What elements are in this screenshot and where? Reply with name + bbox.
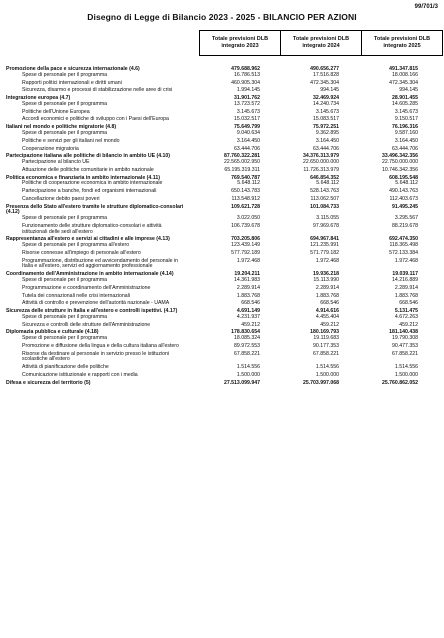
page-code: 99/701/3 xyxy=(414,4,438,10)
value-2023: 1.514.556 xyxy=(236,364,260,371)
mission-total-row xyxy=(0,381,444,387)
column-header-2023: Totale previsioni DLB integrato 2023 xyxy=(211,36,269,49)
action-row xyxy=(0,117,444,123)
value-2023: 769.540.787 xyxy=(231,174,260,181)
value-2025: 91.495.245 xyxy=(392,203,418,210)
row-label: Spese di personale per il programma xyxy=(22,335,108,342)
row-label: Sicurezza delle strutture in Italia e all'estero e controlli ispettivi. (4.17) xyxy=(6,308,178,315)
action-row xyxy=(0,139,444,145)
value-2025: 10.746.342.356 xyxy=(381,166,418,173)
row-label: Diplomazia pubblica e culturale (4.18) xyxy=(6,329,99,336)
value-2023: 18.085.324 xyxy=(234,335,260,342)
row-label: Politica economica e finanziaria in ambito internazionale (4.11) xyxy=(6,174,160,181)
row-label: Attività di controllo e prevenzione dell'autorità nazionale - UAMA xyxy=(22,300,170,307)
row-label: Spese di personale per il programma all'estero xyxy=(22,242,130,249)
row-label: Sicurezza e controlli delle strutture dell'Amministrazione xyxy=(22,321,151,328)
row-label: Partecipazione a banche, fondi ed organismi internazionali xyxy=(22,188,157,195)
action-row xyxy=(0,131,444,137)
row-label: Spese di personale per il programma xyxy=(22,71,108,78)
value-2025: 4.672.263 xyxy=(394,313,418,320)
value-2023: 5.648.112 xyxy=(237,180,260,187)
value-2023: 14.361.983 xyxy=(234,276,260,283)
row-label: Programmazione e coordinamento dell'Amministrazione xyxy=(22,284,151,291)
row-label: Risorse da destinare al personale in servizio presso le istituzioni scolastiche all'estero xyxy=(22,350,170,363)
row-label: Spese di personale per il programma xyxy=(22,100,108,107)
value-2023: 15.032.517 xyxy=(234,116,260,123)
value-2024: 121.235.991 xyxy=(310,242,339,249)
value-2024: 490.656.277 xyxy=(310,66,339,73)
row-label: Sicurezza, disarmo e processi di stabilizzazione nelle aree di crisi xyxy=(22,87,173,94)
value-2024: 1.972.468 xyxy=(315,257,339,264)
value-2024: 97.969.678 xyxy=(313,222,339,229)
value-2024: 14.240.734 xyxy=(313,100,339,107)
value-2023: 4.231.937 xyxy=(236,313,260,320)
value-2023: 3.022.050 xyxy=(236,215,260,222)
value-2024: 694.967.841 xyxy=(310,236,339,243)
value-2025: 14.216.889 xyxy=(392,276,418,283)
value-2025: 67.858.221 xyxy=(392,350,418,357)
value-2023: 479.688.962 xyxy=(231,66,260,73)
action-row xyxy=(0,73,444,79)
value-2025: 459.212 xyxy=(399,321,418,328)
value-2023: 106.739.678 xyxy=(231,222,260,229)
value-2023: 459.212 xyxy=(241,321,260,328)
value-2024: 19.936.218 xyxy=(313,271,339,278)
action-row xyxy=(0,352,444,363)
action-row xyxy=(0,323,444,329)
value-2023: 3.145.673 xyxy=(236,108,260,115)
row-label: Partecipazione italiana alle politiche di bilancio in ambito UE (4.10) xyxy=(6,153,171,160)
action-row xyxy=(0,102,444,108)
row-label: Comunicazione istituzionale e rapporti con i media xyxy=(22,372,138,379)
action-row xyxy=(0,315,444,321)
value-2025: 5.131.475 xyxy=(394,308,418,315)
value-2025: 14.605.285 xyxy=(392,100,418,107)
row-label: Cancellazione debito paesi poveri xyxy=(22,195,100,202)
action-row xyxy=(0,301,444,307)
value-2023: 123.439.149 xyxy=(231,242,260,249)
action-row xyxy=(0,243,444,249)
value-2023: 75.649.799 xyxy=(234,124,260,131)
value-2025: 118.365.498 xyxy=(389,242,418,249)
value-2025: 90.477.353 xyxy=(392,342,418,349)
value-2025: 76.196.316 xyxy=(392,124,418,131)
row-label: Rappresentanza all'estero e servizi ai cittadini e alle imprese (4.13) xyxy=(6,236,170,243)
value-2025: 3.295.567 xyxy=(394,215,418,222)
value-2024: 3.164.450 xyxy=(315,137,339,144)
value-2025: 1.972.468 xyxy=(394,257,418,264)
value-2023: 650.143.783 xyxy=(231,188,260,195)
row-label: Politiche di cooperazione economica in ambito internazionale xyxy=(22,180,163,187)
value-2023: 703.205.806 xyxy=(231,236,260,243)
action-row xyxy=(0,110,444,116)
value-2024: 528.143.763 xyxy=(310,188,339,195)
action-row xyxy=(0,160,444,166)
value-2024: 1.514.556 xyxy=(315,364,339,371)
action-row xyxy=(0,259,444,270)
table-header xyxy=(199,30,443,56)
row-label: Spese di personale per il programma xyxy=(22,313,108,320)
action-row xyxy=(0,197,444,203)
value-2024: 113.062.507 xyxy=(310,195,339,202)
action-row xyxy=(0,278,444,284)
value-2024: 32.469.924 xyxy=(313,95,339,102)
value-2024: 75.972.251 xyxy=(313,124,339,131)
value-2025: 1.500.000 xyxy=(394,372,418,379)
value-2024: 180.169.793 xyxy=(310,329,339,336)
row-label: Cooperazione migratoria xyxy=(22,145,79,152)
value-2023: 87.760.322.281 xyxy=(223,153,260,160)
row-label: Spese di personale per il programma xyxy=(22,215,108,222)
value-2025: 3.145.673 xyxy=(394,108,418,115)
value-2025: 491.347.815 xyxy=(389,66,418,73)
row-label: Coordinamento dell'Amministrazione in ambito internazionale (4.14) xyxy=(6,271,174,278)
value-2025: 3.164.450 xyxy=(394,137,418,144)
action-row xyxy=(0,344,444,350)
row-label: Difesa e sicurezza del territorio (5) xyxy=(6,380,91,387)
value-2024: 4.455.404 xyxy=(315,313,339,320)
action-row xyxy=(0,81,444,87)
value-2023: 1.972.468 xyxy=(236,257,260,264)
action-row xyxy=(0,189,444,195)
value-2025: 9.150.517 xyxy=(394,116,418,123)
value-2025: 2.289.914 xyxy=(394,284,418,291)
value-2023: 19.204.211 xyxy=(234,271,260,278)
row-label: Promozione e diffusione della lingua e della cultura italiana all'estero xyxy=(22,342,179,349)
value-2025: 1.883.768 xyxy=(394,292,418,299)
value-2023: 1.883.768 xyxy=(236,292,260,299)
action-row xyxy=(0,365,444,371)
value-2025: 18.008.166 xyxy=(392,71,418,78)
row-label: Presenza dello Stato all'estero tramite le strutture diplomatico-consolari (4.12) xyxy=(6,203,184,216)
value-2023: 27.513.099.947 xyxy=(223,380,260,387)
value-2025: 33.496.342.356 xyxy=(381,153,418,160)
value-2024: 67.858.221 xyxy=(313,350,339,357)
value-2025: 608.195.548 xyxy=(389,174,418,181)
value-2025: 5.648.112 xyxy=(395,180,418,187)
value-2024: 9.362.895 xyxy=(315,129,339,136)
value-2024: 2.289.914 xyxy=(315,284,339,291)
action-row xyxy=(0,224,444,235)
row-label: Spese di personale per il programma xyxy=(22,276,108,283)
value-2024: 25.703.997.068 xyxy=(302,380,339,387)
value-2023: 460.905.304 xyxy=(231,79,260,86)
value-2024: 63.444.706 xyxy=(313,145,339,152)
row-label: Politiche dell'Unione Europea xyxy=(22,108,90,115)
value-2024: 994.145 xyxy=(320,87,339,94)
action-row xyxy=(0,88,444,94)
column-header-2024: Totale previsioni DLB integrato 2024 xyxy=(280,31,361,55)
column-header-2025: Totale previsioni DLB integrato 2025 xyxy=(361,31,442,55)
value-2024: 571.779.182 xyxy=(310,249,339,256)
value-2025: 22.750.000.000 xyxy=(381,159,418,166)
value-2024: 646.854.352 xyxy=(310,174,339,181)
row-label: Programmazione, distribuzione ed avvicendamento del personale in Italia e all'estero, servizi ed aggiornamento professionale xyxy=(22,257,179,270)
value-2023: 109.621.728 xyxy=(231,203,260,210)
value-2023: 178.830.654 xyxy=(231,329,260,336)
row-label: Rapporti politici internazionali e diritti umani xyxy=(22,79,122,86)
value-2023: 67.858.221 xyxy=(234,350,260,357)
value-2025: 994.145 xyxy=(399,87,418,94)
row-label: Spese di personale per il programma xyxy=(22,129,108,136)
value-2024: 1.500.000 xyxy=(315,372,339,379)
value-2024: 11.726.313.979 xyxy=(303,166,339,173)
value-2023: 1.994.145 xyxy=(236,87,260,94)
value-2023: 22.565.002.950 xyxy=(223,159,260,166)
row-label: Funzionamento delle strutture diplomatico-consolari e attività istituzionali delle sedi all'estero xyxy=(22,222,162,235)
value-2025: 472.345.304 xyxy=(389,79,418,86)
value-2025: 692.474.350 xyxy=(389,236,418,243)
document-title: Disegno di Legge di Bilancio 2023 - 2025 - BILANCIO PER AZIONI xyxy=(87,12,357,22)
value-2024: 17.516.828 xyxy=(313,71,339,78)
value-2024: 15.083.517 xyxy=(313,116,339,123)
row-label: Tutela dei connazionali nelle crisi internazionali xyxy=(22,292,130,299)
budget-table-body xyxy=(0,65,444,387)
row-label: Integrazione europea (4.7) xyxy=(6,95,71,102)
value-2023: 2.289.914 xyxy=(236,284,260,291)
row-label: Accordi economici e politiche di sviluppo con i Paesi dell'Europa xyxy=(22,116,169,123)
value-2024: 101.084.733 xyxy=(310,203,339,210)
value-2024: 15.113.990 xyxy=(313,276,339,283)
value-2023: 577.792.189 xyxy=(231,249,260,256)
action-row xyxy=(0,147,444,153)
value-2023: 113.548.912 xyxy=(231,195,260,202)
value-2024: 459.212 xyxy=(320,321,339,328)
value-2023: 9.040.634 xyxy=(236,129,260,136)
row-label: Italiani nel mondo e politiche migratorie (4.8) xyxy=(6,124,117,131)
action-row xyxy=(0,181,444,187)
value-2024: 22.650.000.000 xyxy=(302,159,339,166)
value-2023: 3.164.450 xyxy=(236,137,260,144)
value-2023: 31.901.762 xyxy=(234,95,260,102)
value-2025: 19.790.308 xyxy=(392,335,418,342)
value-2023: 16.786.513 xyxy=(234,71,260,78)
value-2024: 19.119.683 xyxy=(313,335,339,342)
value-2024: 3.115.055 xyxy=(316,215,339,222)
value-2023: 13.723.572 xyxy=(234,100,260,107)
action-row xyxy=(0,294,444,300)
value-2025: 572.133.384 xyxy=(389,249,418,256)
row-label: Attuazione delle politiche comunitarie in ambito nazionale xyxy=(22,166,154,173)
row-label: Attività di pianificazione delle politiche xyxy=(22,364,109,371)
value-2024: 34.376.313.979 xyxy=(302,153,339,160)
action-row xyxy=(0,251,444,257)
value-2025: 112.403.673 xyxy=(389,195,418,202)
value-2024: 472.345.304 xyxy=(310,79,339,86)
value-2024: 5.648.112 xyxy=(316,180,339,187)
value-2025: 63.444.706 xyxy=(392,145,418,152)
value-2023: 4.691.149 xyxy=(236,308,260,315)
value-2023: 65.195.319.311 xyxy=(224,166,260,173)
row-label: Partecipazione al bilancio UE xyxy=(22,159,90,166)
value-2023: 63.444.706 xyxy=(234,145,260,152)
value-2025: 9.587.160 xyxy=(394,129,418,136)
value-2025: 1.514.556 xyxy=(394,364,418,371)
value-2023: 1.500.000 xyxy=(236,372,260,379)
action-row xyxy=(0,216,444,222)
value-2025: 88.219.678 xyxy=(392,222,418,229)
value-2024: 3.145.673 xyxy=(315,108,339,115)
value-2025: 25.760.862.052 xyxy=(381,380,418,387)
action-row xyxy=(0,286,444,292)
value-2025: 181.140.438 xyxy=(389,329,418,336)
value-2023: 89.972.553 xyxy=(234,342,260,349)
row-label: Promozione della pace e sicurezza internazionale (4.6) xyxy=(6,66,140,73)
value-2025: 19.039.117 xyxy=(392,271,418,278)
value-2025: 490.143.763 xyxy=(389,188,418,195)
action-row xyxy=(0,336,444,342)
value-2024: 668.546 xyxy=(320,300,339,307)
action-row xyxy=(0,373,444,379)
value-2025: 668.546 xyxy=(399,300,418,307)
value-2023: 668.546 xyxy=(241,300,260,307)
value-2024: 4.914.616 xyxy=(315,308,339,315)
value-2024: 1.883.768 xyxy=(315,292,339,299)
row-label: Risorse connesse all'impiego di personale all'estero xyxy=(22,249,141,256)
action-row xyxy=(0,168,444,174)
value-2024: 90.177.353 xyxy=(313,342,339,349)
value-2025: 28.901.455 xyxy=(392,95,418,102)
row-label: Politiche e servizi per gli italiani nel mondo xyxy=(22,137,120,144)
